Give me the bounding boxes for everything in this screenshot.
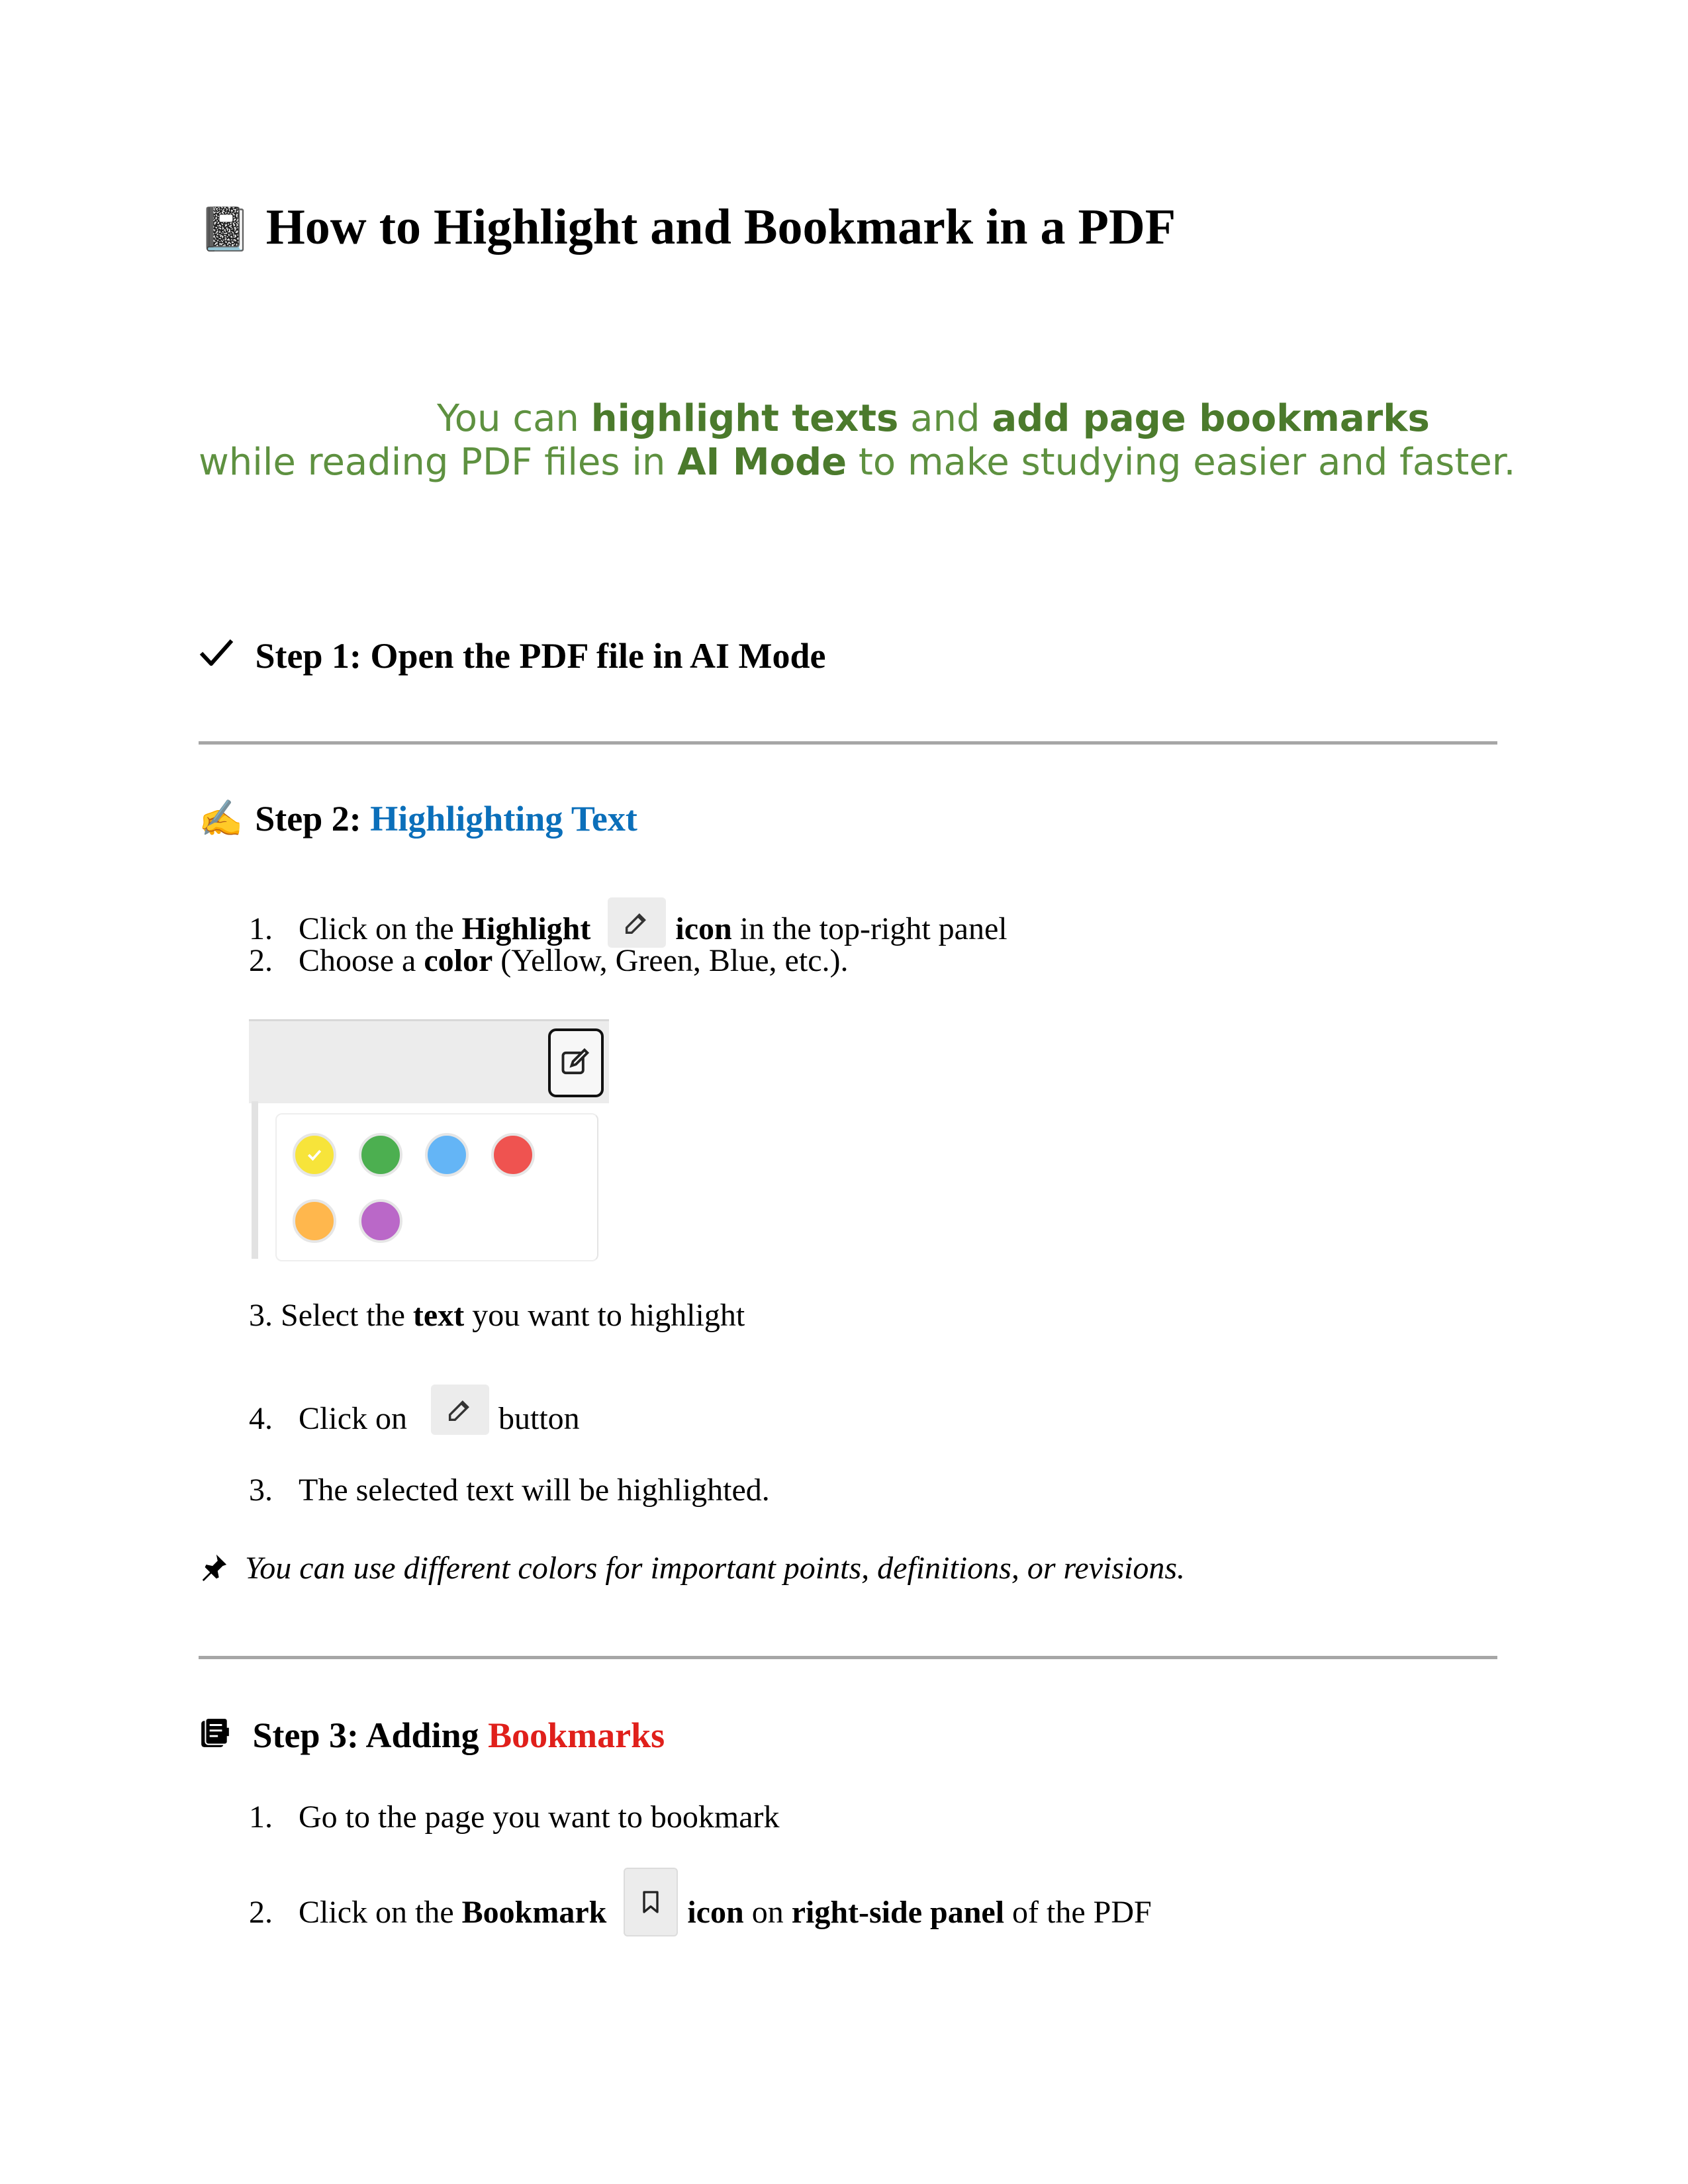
intro-text-1: You can xyxy=(437,397,591,440)
list-bold: icon xyxy=(687,1895,744,1931)
color-swatch-card xyxy=(275,1113,598,1261)
list-item xyxy=(249,945,848,977)
intro-text-3: while reading PDF files in xyxy=(199,441,678,484)
list-text: (Yellow, Green, Blue, etc.). xyxy=(492,943,849,978)
tip-note xyxy=(199,1552,1185,1584)
intro-text-4: to make studying easier and faster. xyxy=(847,441,1516,484)
check-icon xyxy=(199,636,244,676)
intro-text-2: and xyxy=(898,397,992,440)
step3-prefix: Step 3: Adding xyxy=(252,1715,489,1755)
list-text: 3. Select the xyxy=(249,1298,413,1333)
step2-highlight-text: Highlighting Text xyxy=(370,799,637,839)
list-bold: text xyxy=(412,1298,465,1333)
bookmark-icon-inline xyxy=(624,1868,678,1936)
step1-heading xyxy=(199,637,825,674)
highlight-button-inline xyxy=(431,1385,489,1435)
tip-note-text: You can use different colors for important points, definitions, or revisions. xyxy=(245,1551,1186,1586)
bookmark-tabs-icon xyxy=(199,1715,241,1755)
list-number: 1. xyxy=(249,911,273,947)
edit-icon xyxy=(445,1394,475,1425)
highlight-button[interactable] xyxy=(548,1028,604,1097)
color-green[interactable] xyxy=(359,1133,402,1177)
list-text: you want to highlight xyxy=(464,1298,745,1333)
pushpin-icon xyxy=(199,1551,237,1586)
color-red[interactable] xyxy=(491,1133,535,1177)
list-bold: color xyxy=(424,943,493,978)
step2-heading xyxy=(199,801,637,837)
page-title xyxy=(199,199,1176,255)
bookmark-icon xyxy=(637,1887,664,1917)
intro-paragraph xyxy=(199,397,1523,484)
color-purple[interactable] xyxy=(359,1199,402,1243)
panel-edge xyxy=(252,1101,258,1259)
list-text: Click on the xyxy=(299,911,462,947)
step3-highlight-text: Bookmarks xyxy=(488,1715,665,1755)
list-text: on xyxy=(743,1895,792,1931)
list-item xyxy=(249,1475,770,1506)
edit-icon xyxy=(622,907,652,938)
list-number: 2. xyxy=(249,943,273,978)
list-number: 1. xyxy=(249,1799,273,1835)
list-text: Go to the page you want to bookmark xyxy=(299,1799,780,1835)
step3-heading xyxy=(199,1717,665,1753)
list-item xyxy=(249,1881,1152,1950)
intro-bold-highlight-texts: highlight texts xyxy=(590,397,899,440)
list-bold: Bookmark xyxy=(461,1895,607,1931)
edit-icon xyxy=(559,1046,593,1080)
notebook-icon: 📓 xyxy=(199,206,252,253)
color-orange[interactable] xyxy=(293,1199,336,1243)
color-yellow[interactable] xyxy=(293,1133,336,1177)
list-item xyxy=(249,1396,580,1447)
list-item xyxy=(249,1801,780,1833)
list-number: 2. xyxy=(249,1895,273,1931)
list-text: of the PDF xyxy=(1004,1895,1152,1931)
list-text: Click on the xyxy=(299,1895,462,1931)
intro-bold-ai-mode: AI Mode xyxy=(677,441,847,484)
list-text: in the top-right panel xyxy=(731,911,1008,947)
list-text: Choose a xyxy=(299,943,424,978)
list-number: 3. xyxy=(249,1473,273,1508)
divider xyxy=(199,1656,1497,1659)
highlight-color-panel xyxy=(249,1019,609,1259)
list-bold: Highlight xyxy=(461,911,591,947)
list-text: The selected text will be highlighted. xyxy=(299,1473,770,1508)
intro-bold-add-bookmarks: add page bookmarks xyxy=(992,397,1430,440)
page-title-text: How to Highlight and Bookmark in a PDF xyxy=(265,199,1176,255)
list-text: button xyxy=(498,1401,580,1437)
list-text: Click on xyxy=(299,1401,407,1437)
highlight-icon-inline xyxy=(608,897,666,948)
check-icon xyxy=(305,1145,324,1165)
step2-prefix: Step 2: xyxy=(255,799,371,839)
divider xyxy=(199,741,1497,745)
color-blue[interactable] xyxy=(425,1133,469,1177)
list-bold: icon xyxy=(675,911,732,947)
list-item xyxy=(249,1300,745,1332)
list-number: 4. xyxy=(249,1401,273,1437)
writing-hand-icon: ✍️ xyxy=(199,799,244,839)
list-bold: right-side panel xyxy=(791,1895,1005,1931)
step1-text: Step 1: Open the PDF file in AI Mode xyxy=(255,636,826,676)
